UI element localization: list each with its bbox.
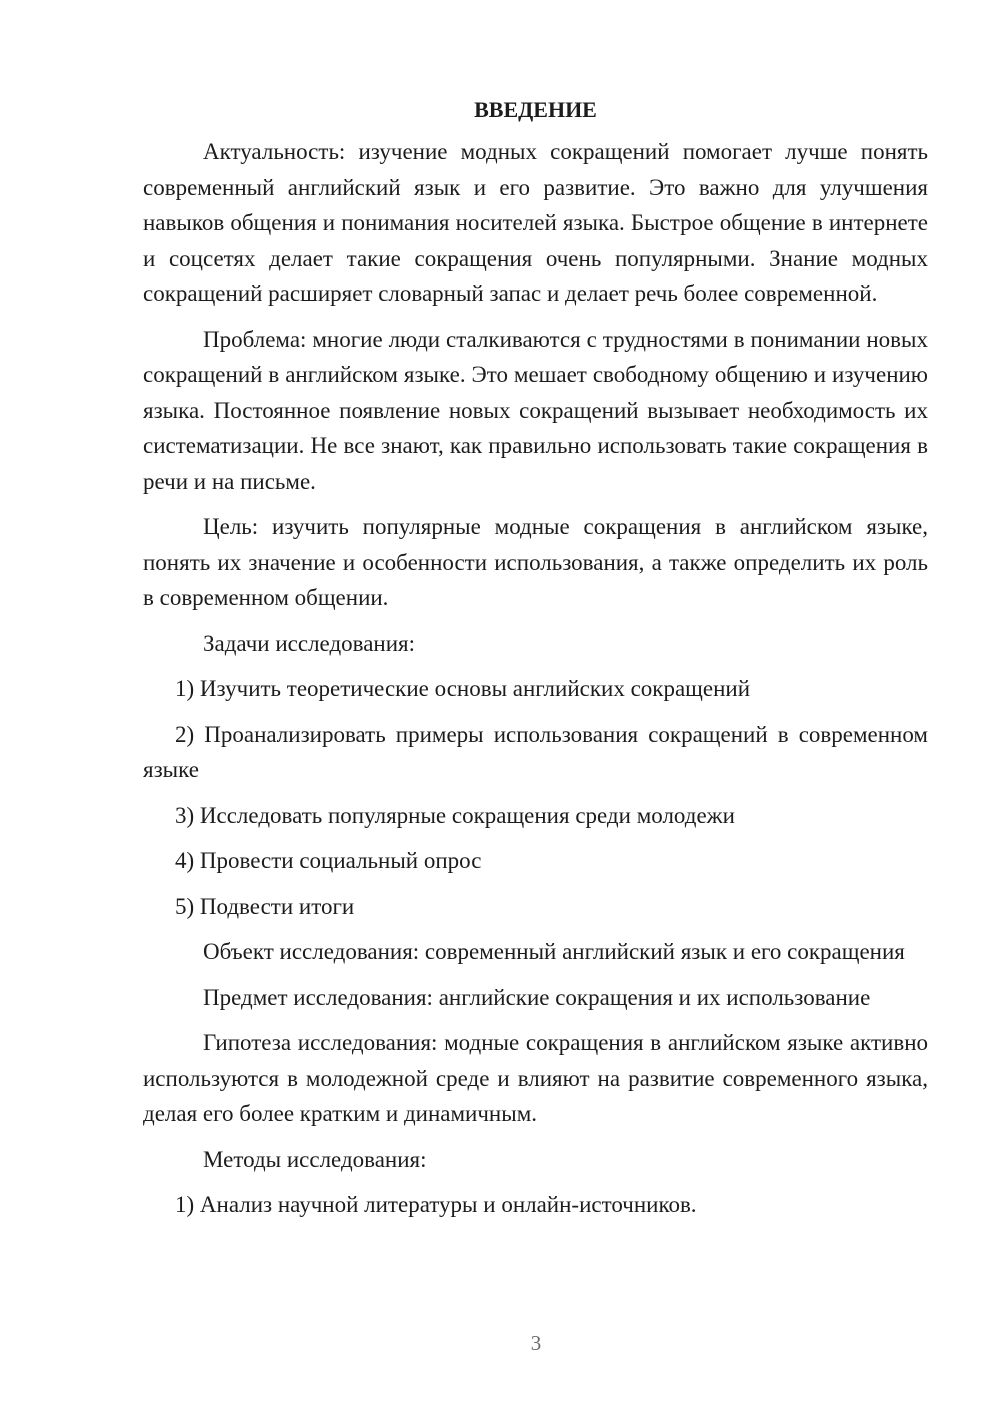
section-heading: ВВЕДЕНИЕ bbox=[474, 97, 597, 122]
goal-paragraph: Цель: изучить популярные модные сокращения в английском языке, понять их значение и особенности использования, а также определить их роль в современном общении. bbox=[143, 514, 928, 610]
subject-paragraph: Предмет исследования: английские сокращения и их использование bbox=[203, 984, 871, 1010]
object-paragraph: Объект исследования: современный английский язык и его сокращения bbox=[203, 939, 905, 964]
method-item-1: 1) Анализ научной литературы и онлайн-источников. bbox=[175, 1192, 697, 1217]
page-number: 3 bbox=[530, 1331, 542, 1355]
task-item-4: 4) Провести социальный опрос bbox=[175, 848, 482, 873]
task-item-2: 2) Проанализировать примеры использования сокращений в современном языке bbox=[143, 721, 928, 782]
task-item-1: 1) Изучить теоретические основы английских сокращений bbox=[175, 676, 751, 701]
problem-paragraph: Проблема: многие люди сталкиваются с трудностями в понимании новых сокращений в английском языке. Это мешает свободному общению и изучению языка. Постоянное появление новых сокращений вызывает необходимость их систематизации. Не все знают, как правильно использовать такие сокращения в речи и на письме. bbox=[143, 326, 928, 494]
task-item-3: 3) Исследовать популярные сокращения среди молодежи bbox=[175, 802, 735, 828]
tasks-title: Задачи исследования: bbox=[203, 630, 416, 656]
task-item-5: 5) Подвести итоги bbox=[175, 893, 355, 919]
hypothesis-paragraph: Гипотеза исследования: модные сокращения в английском языке активно используются в молодежной среде и влияют на развитие современного языка, делая его более кратким и динамичным. bbox=[143, 1030, 928, 1126]
methods-title: Методы исследования: bbox=[203, 1146, 427, 1172]
relevance-paragraph: Актуальность: изучение модных сокращений помогает лучше понять современный английский язык и его развитие. Это важно для улучшения навыков общения и понимания носителей языка. Быстрое общение в интернете и соцсетях делает такие сокращения очень популярными. Знание модных сокращений расширяет словарный запас и делает речь более современной. bbox=[143, 139, 928, 306]
page-content bbox=[143, 92, 928, 1233]
